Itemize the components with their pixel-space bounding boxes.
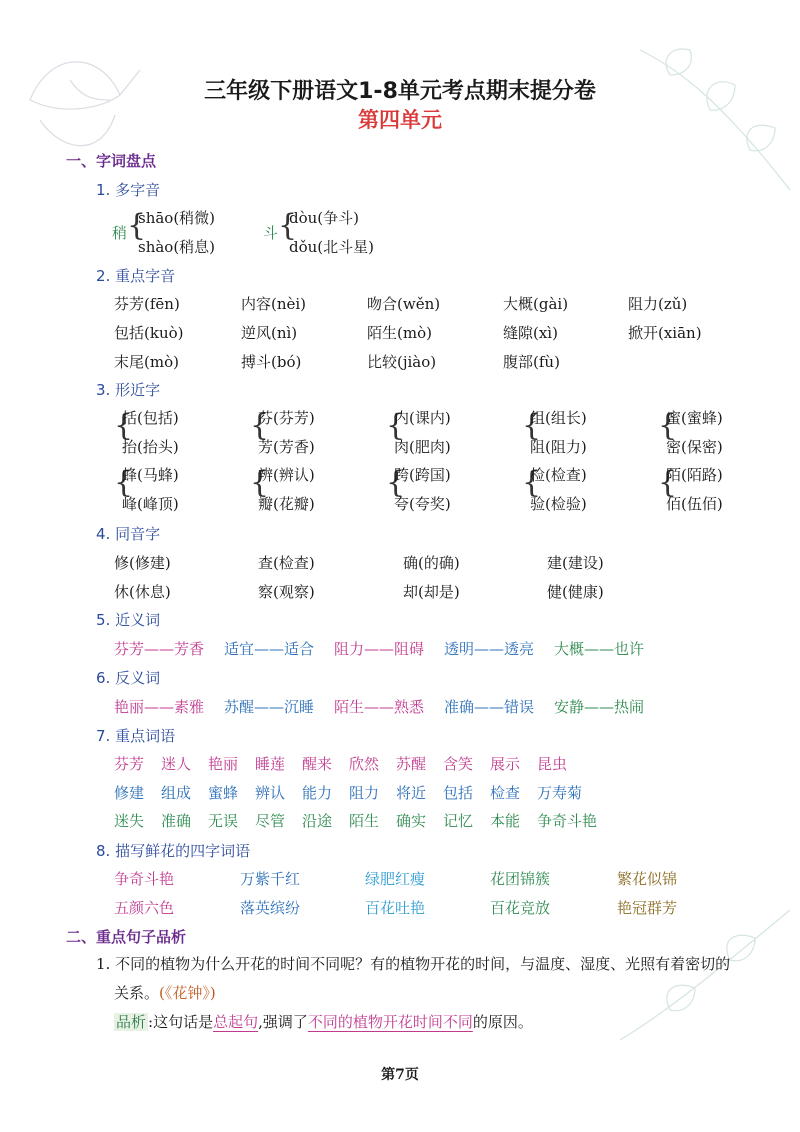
key-word: 无误 (208, 812, 239, 830)
subsection-key-words: 7. 重点词语 (96, 727, 176, 745)
sentence-source: (《花钟》) (159, 984, 216, 1002)
brace-icon: { (114, 465, 134, 500)
key-word: 迷人 (161, 755, 192, 773)
key-sound-item: 吻合(wěn) (367, 295, 441, 313)
flower-idiom: 百花竞放 (490, 899, 551, 917)
key-word: 艳丽 (208, 755, 239, 773)
key-word: 尽管 (255, 812, 286, 830)
brace-icon: { (658, 465, 678, 500)
antonym-pair: 艳丽——素雅 (114, 698, 205, 716)
similar-char-item: 峰(峰顶) (122, 495, 179, 513)
key-sound-item: 比较(jiào) (367, 353, 437, 371)
antonym-pair: 准确——错误 (444, 698, 535, 716)
polyphone-reading: dòu(争斗) (289, 209, 359, 227)
sentence-number: 1. (96, 955, 111, 973)
antonym-pair: 苏醒——沉睡 (224, 698, 315, 716)
section-heading-vocabulary: 一、字词盘点 (66, 152, 157, 170)
polyphone-reading: dǒu(北斗星) (289, 238, 374, 256)
flower-idiom: 百花吐艳 (365, 899, 426, 917)
brace-icon: { (386, 465, 406, 500)
similar-char-item: 密(保密) (666, 438, 723, 456)
key-word: 检查 (490, 784, 521, 802)
key-word: 辨认 (255, 784, 286, 802)
key-word: 阻力 (349, 784, 380, 802)
key-word: 芬芳 (114, 755, 145, 773)
brace-icon: { (522, 465, 542, 500)
similar-char-item: 跨(跨国) (394, 466, 451, 484)
key-word: 包括 (443, 784, 474, 802)
flower-idiom: 艳冠群芳 (617, 899, 678, 917)
key-word: 迷失 (114, 812, 145, 830)
homophone-item: 确(的确) (403, 554, 460, 572)
key-sound-item: 芬芳(fēn) (114, 295, 180, 313)
analysis-keyword: 总起句 (213, 1013, 259, 1031)
synonym-pair: 芬芳——芳香 (114, 640, 205, 658)
sentence-line-2 (114, 980, 216, 1006)
homophone-item: 却(却是) (403, 583, 460, 601)
key-sound-item: 逆风(nì) (241, 324, 298, 342)
homophone-item: 修(修建) (114, 554, 171, 572)
key-word: 含笑 (443, 755, 474, 773)
key-sound-item: 陌生(mò) (367, 324, 432, 342)
homophone-item: 建(建设) (547, 554, 604, 572)
sentence-text: 不同的植物为什么开花的时间不同呢？有的植物开花的时间，与温度、湿度、光照有着密切的 (115, 955, 731, 973)
brace-icon: { (522, 408, 542, 443)
similar-char-item: 辨(辨认) (258, 466, 315, 484)
brace-icon: { (658, 408, 678, 443)
key-sound-item: 搏斗(bó) (241, 353, 302, 371)
key-word: 欣然 (349, 755, 380, 773)
similar-char-item: 验(检验) (530, 495, 587, 513)
similar-char-item: 芳(芳香) (258, 438, 315, 456)
homophone-item: 健(健康) (547, 583, 604, 601)
analysis-text: 的原因。 (472, 1013, 533, 1031)
key-word: 沿途 (302, 812, 333, 830)
sentence-line-1 (96, 951, 756, 977)
analysis-text: ,强调了 (258, 1013, 308, 1031)
homophone-item: 休(休息) (114, 583, 171, 601)
polyphone-reading: shào(稍息) (138, 238, 216, 256)
similar-char-item: 肉(肥肉) (394, 438, 451, 456)
analysis-keyword: 不同的植物开花时间不同 (307, 1013, 473, 1031)
similar-char-item: 阻(阻力) (530, 438, 587, 456)
flower-idiom: 争奇斗艳 (114, 870, 175, 888)
brace-icon: { (127, 208, 147, 243)
subsection-homophones: 4. 同音字 (96, 525, 161, 543)
key-sound-item: 大概(gài) (503, 295, 569, 313)
similar-char-item: 瓣(花瓣) (258, 495, 315, 513)
key-word: 记忆 (443, 812, 474, 830)
key-word: 将近 (396, 784, 427, 802)
key-sound-item: 缝隙(xì) (503, 324, 558, 342)
key-word: 昆虫 (537, 755, 568, 773)
similar-char-item: 佰(伍佰) (666, 495, 723, 513)
key-sound-item: 包括(kuò) (114, 324, 184, 342)
key-word: 确实 (396, 812, 427, 830)
polyphone-reading: shāo(稍微) (138, 209, 216, 227)
flower-idiom: 落英缤纷 (240, 899, 301, 917)
similar-char-item: 夸(夸奖) (394, 495, 451, 513)
key-sound-item: 阻力(zǔ) (628, 295, 688, 313)
key-sound-item: 末尾(mò) (114, 353, 179, 371)
key-word: 修建 (114, 784, 145, 802)
synonym-pair: 透明——透亮 (444, 640, 535, 658)
homophone-item: 察(观察) (258, 583, 315, 601)
page-title: 三年级下册语文1-8单元考点期末提分卷 (204, 79, 596, 104)
polyphone-char: 斗 (263, 224, 279, 242)
brace-icon: { (278, 208, 298, 243)
synonym-pair: 适宜——适合 (224, 640, 315, 658)
analysis-label: 品析 (116, 1013, 147, 1031)
key-word: 展示 (490, 755, 521, 773)
analysis-text: :这句话是 (148, 1013, 214, 1031)
key-sound-item: 腹部(fù) (503, 353, 560, 371)
key-sound-item: 掀开(xiān) (628, 324, 702, 342)
flower-idiom: 绿肥红瘦 (365, 870, 426, 888)
key-word: 准确 (161, 812, 192, 830)
synonym-pair: 大概——也许 (554, 640, 645, 658)
page-number: 第7页 (381, 1067, 419, 1083)
subsection-key-sounds: 2. 重点字音 (96, 267, 176, 285)
brace-icon: { (386, 408, 406, 443)
antonym-pair: 安静——热闹 (554, 698, 645, 716)
flower-idiom: 万紫千红 (240, 870, 301, 888)
brace-icon: { (114, 408, 134, 443)
similar-char-item: 陌(陌路) (666, 466, 723, 484)
similar-char-item: 内(课内) (394, 409, 451, 427)
key-word: 蜜蜂 (208, 784, 239, 802)
similar-char-item: 组(组长) (530, 409, 587, 427)
subsection-polyphone: 1. 多字音 (96, 181, 161, 199)
similar-char-item: 蜜(蜜蜂) (666, 409, 723, 427)
similar-char-item: 抬(抬头) (122, 438, 179, 456)
sentence-text-end: 关系。 (114, 984, 160, 1002)
flower-idiom: 繁花似锦 (617, 870, 678, 888)
brace-icon: { (250, 408, 270, 443)
antonym-pair: 陌生——熟悉 (334, 698, 425, 716)
section-heading-sentences: 二、重点句子品析 (66, 928, 187, 946)
key-word: 醒来 (302, 755, 333, 773)
subsection-flower-idioms: 8. 描写鲜花的四字词语 (96, 842, 251, 860)
key-sound-item: 内容(nèi) (241, 295, 307, 313)
synonym-pair: 阻力——阻碍 (334, 640, 425, 658)
homophone-item: 查(检查) (258, 554, 315, 572)
key-word: 陌生 (349, 812, 380, 830)
key-word: 睡莲 (255, 755, 286, 773)
key-word: 本能 (490, 812, 521, 830)
key-word: 能力 (302, 784, 333, 802)
polyphone-char: 稍 (112, 224, 128, 242)
page-subtitle: 第四单元 (358, 108, 442, 132)
key-word: 苏醒 (396, 755, 427, 773)
subsection-similar-chars: 3. 形近字 (96, 381, 161, 399)
flower-idiom: 花团锦簇 (490, 870, 551, 888)
analysis-line (114, 1009, 533, 1035)
similar-char-item: 检(检查) (530, 466, 587, 484)
key-word: 争奇斗艳 (537, 812, 598, 830)
similar-char-item: 蜂(马蜂) (122, 466, 179, 484)
brace-icon: { (250, 465, 270, 500)
flower-idiom: 五颜六色 (114, 899, 175, 917)
key-word: 万寿菊 (537, 784, 583, 802)
similar-char-item: 括(包括) (122, 409, 179, 427)
subsection-antonyms: 6. 反义词 (96, 669, 161, 687)
subsection-synonyms: 5. 近义词 (96, 611, 161, 629)
similar-char-item: 芬(芬芳) (258, 409, 315, 427)
key-word: 组成 (161, 784, 192, 802)
